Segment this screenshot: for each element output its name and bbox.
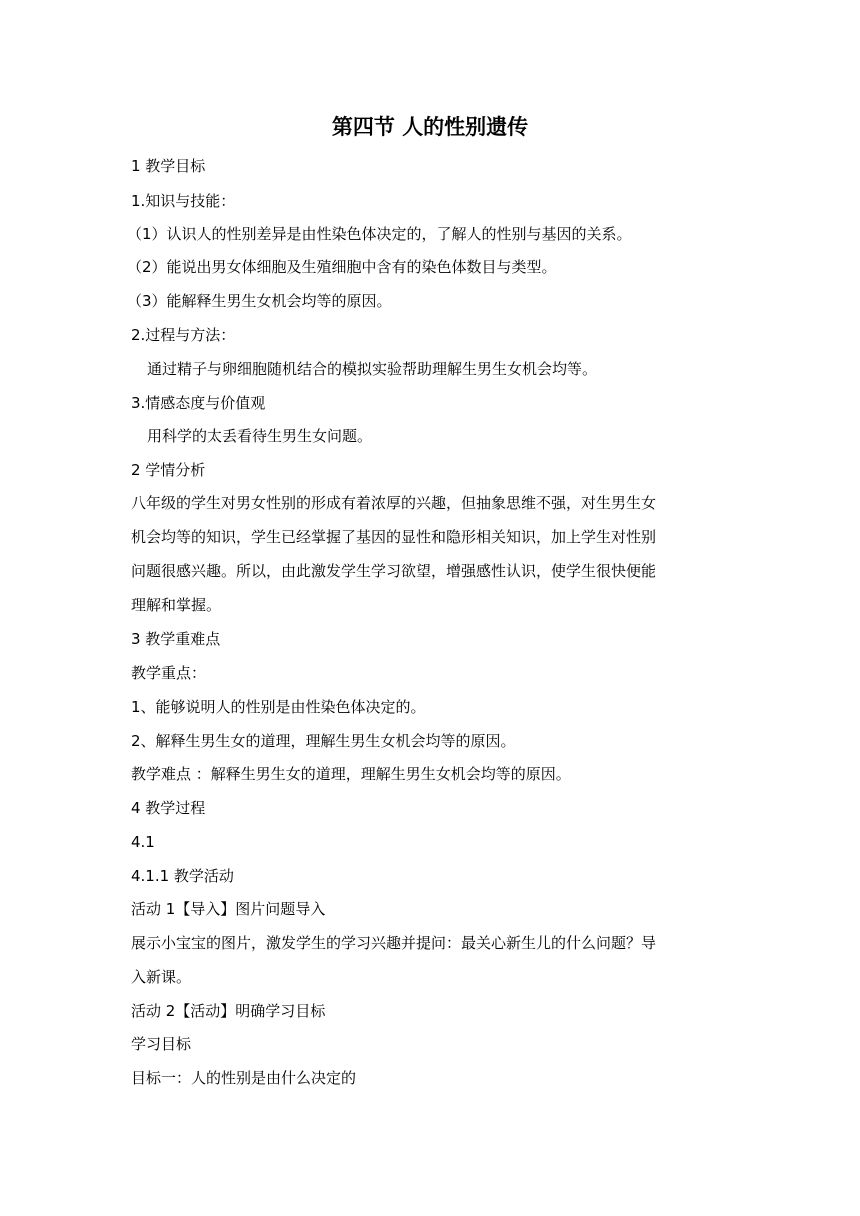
paragraph-line: 理解和掌握。 bbox=[131, 596, 222, 614]
paragraph-line: 通过精子与卵细胞随机结合的模拟实验帮助理解生男生女机会均等。 bbox=[147, 360, 598, 378]
list-item: （2）能说出男女体细胞及生殖细胞中含有的染色体数目与类型。 bbox=[127, 258, 557, 276]
subsection-heading: 3.情感态度与价值观 bbox=[131, 394, 266, 412]
activity-heading: 活动 1【导入】图片问题导入 bbox=[131, 900, 326, 918]
paragraph-line: 教学难点 ：解释生男生女的道理，理解生男生女机会均等的原因。 bbox=[131, 765, 571, 783]
list-item: （1）认识人的性别差异是由性染色体决定的，了解人的性别与基因的关系。 bbox=[127, 225, 632, 243]
list-item: 2、解释生男生女的道理，理解生男生女机会均等的原因。 bbox=[131, 732, 516, 750]
section-heading: 1 教学目标 bbox=[131, 157, 206, 175]
paragraph-line: 目标一：人的性别是由什么决定的 bbox=[131, 1069, 357, 1087]
paragraph-line: 八年级的学生对男女性别的形成有着浓厚的兴趣，但抽象思维不强，对生男生女 bbox=[131, 494, 657, 512]
section-heading: 3 教学重难点 bbox=[131, 630, 221, 648]
subsection-heading: 教学重点： bbox=[131, 664, 207, 682]
subsection-heading: 4.1 bbox=[131, 833, 155, 851]
paragraph-line: 问题很感兴趣。所以，由此激发学生学习欲望，增强感性认识，使学生很快便能 bbox=[131, 562, 657, 580]
subsection-heading: 4.1.1 教学活动 bbox=[131, 867, 234, 885]
activity-heading: 活动 2【活动】明确学习目标 bbox=[131, 1002, 326, 1020]
paragraph-line: 学习目标 bbox=[131, 1035, 192, 1053]
paragraph-line: 入新课。 bbox=[131, 968, 192, 986]
paragraph-line: 机会均等的知识，学生已经掌握了基因的显性和隐形相关知识，加上学生对性别 bbox=[131, 528, 657, 546]
subsection-heading: 2.过程与方法： bbox=[131, 326, 236, 344]
paragraph-line: 展示小宝宝的图片，激发学生的学习兴趣并提问：最关心新生儿的什么问题？导 bbox=[131, 934, 657, 952]
section-heading: 2 学情分析 bbox=[131, 461, 206, 479]
paragraph-line: 用科学的太丢看待生男生女问题。 bbox=[147, 427, 373, 445]
section-heading: 4 教学过程 bbox=[131, 799, 206, 817]
subsection-heading: 1.知识与技能： bbox=[131, 192, 236, 210]
document-title: 第四节 人的性别遗传 bbox=[331, 115, 529, 139]
list-item: （3）能解释生男生女机会均等的原因。 bbox=[127, 292, 392, 310]
list-item: 1、能够说明人的性别是由性染色体决定的。 bbox=[131, 698, 426, 716]
